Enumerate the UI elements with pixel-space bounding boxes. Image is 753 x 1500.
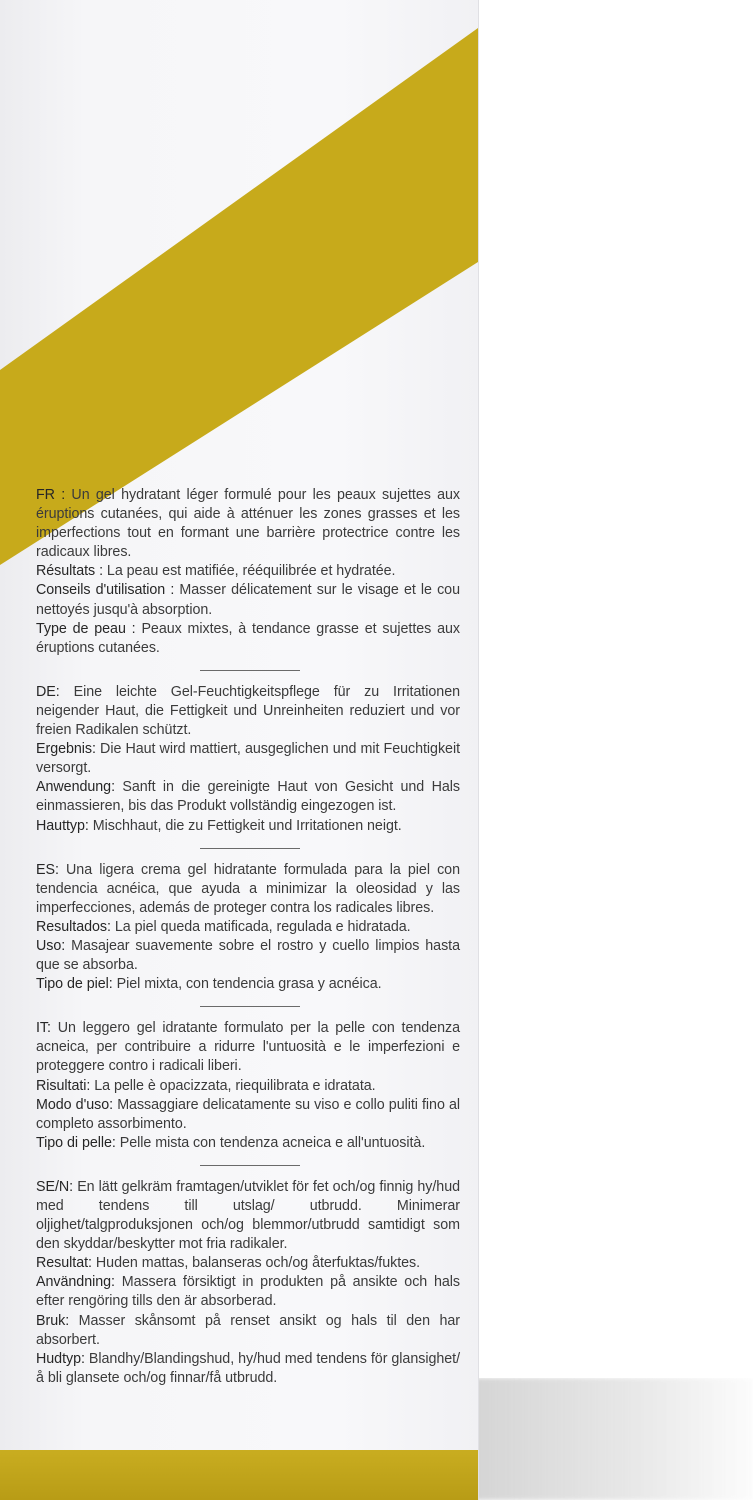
result-line — [36, 1077, 460, 1096]
section-divider — [200, 1165, 300, 1166]
language-label: FR : — [36, 487, 72, 503]
line-label: Tipo di pelle: — [36, 1134, 120, 1151]
line-text: Mischhaut, die zu Fettigkeit und Irritationen neigt. — [92, 817, 402, 834]
line-text: Piel mixta, con tendencia grasa y acnéica. — [116, 976, 382, 993]
line-text: Huden mattas, balanseras och/og återfuktas/fuktes. — [95, 1255, 421, 1272]
line-text: Masajear suavemente sobre el rostro y cuello limpios hasta que se absorba. — [36, 937, 460, 974]
line-text: Die Haut wird mattiert, ausgeglichen und mit Feuchtigkeit versorgt. — [36, 741, 460, 777]
skin-type-line — [36, 975, 460, 994]
result-line — [36, 562, 460, 581]
line-label: Conseils d'utilisation : — [36, 582, 180, 599]
line-label: Användning: — [36, 1274, 122, 1291]
section-it — [36, 1019, 460, 1153]
section-intro — [36, 486, 460, 562]
line-label: Hudtyp: — [36, 1350, 89, 1367]
box-shadow — [470, 1378, 753, 1500]
section-divider — [200, 1006, 300, 1007]
section-intro — [36, 1178, 460, 1254]
section-intro — [36, 861, 460, 918]
line-label: Ergebnis: — [36, 741, 101, 758]
language-label: DE: — [36, 683, 74, 700]
section-intro — [36, 683, 460, 740]
language-label: IT: — [36, 1020, 58, 1037]
line-text: Masser skånsomt på renset ansikt og hals til den har absorbert. — [36, 1312, 460, 1348]
line-text: Masser délicatement sur le visage et le cou nettoyés jusqu'à absorption. — [36, 582, 460, 618]
line-label: Modo d'uso: — [36, 1096, 118, 1113]
line-text: La pelle è opacizzata, riequilibrata e idratata. — [94, 1077, 376, 1094]
line-label: Bruk: — [36, 1312, 79, 1329]
section-divider — [200, 670, 300, 671]
line-label: Résultats : — [36, 563, 107, 580]
result-line — [36, 918, 460, 937]
section-intro — [36, 1019, 460, 1076]
section-fr — [36, 486, 460, 658]
line-label: Anwendung: — [36, 779, 123, 796]
line-label: Type de peau : — [36, 620, 142, 637]
section-se-n — [36, 1178, 460, 1388]
intro-text: Eine leichte Gel-Feuchtigkeitspflege für zu Irritationen neigender Haut, die Fettigkeit und Unreinheiten reduziert und vor freien Radikalen schützt. — [36, 683, 461, 739]
skin-type-line — [36, 1134, 460, 1153]
line-text: Massera försiktigt in produkten på ansikte och hals efter rengöring tills den är absorberad. — [36, 1274, 460, 1310]
section-divider — [200, 848, 300, 849]
line-label: Tipo de piel: — [36, 976, 117, 993]
skin-type-line — [36, 1350, 460, 1388]
line-label: Risultati: — [36, 1077, 95, 1094]
section-es — [36, 861, 460, 995]
line-label: Hauttyp: — [36, 817, 93, 834]
line-text: Pelle mista con tendenza acneica e all'untuosità. — [119, 1134, 426, 1151]
skin-type-line — [36, 817, 460, 836]
intro-text: Una ligera crema gel hidratante formulada para la piel con tendencia acnéica, que ayuda a minimizar la oleosidad y las imperfecciones, además de proteger contra los radicales libres. — [36, 861, 460, 916]
line-text: La piel queda matificada, regulada e hidratada. — [114, 918, 411, 935]
line-text: Sanft in die gereinigte Haut von Gesicht und Hals einmassieren, bis das Produkt vollständig eingezogen ist. — [36, 779, 460, 815]
product-description — [36, 486, 460, 1388]
skin-type-line — [36, 620, 460, 658]
line-label: Uso: — [36, 937, 72, 954]
line-text: La peau est matifiée, rééquilibrée et hydratée. — [106, 563, 396, 580]
usage-line — [36, 1096, 460, 1134]
gold-bottom-strip — [0, 1450, 478, 1500]
language-label: ES: — [36, 861, 67, 878]
usage-line-norwegian — [36, 1312, 460, 1350]
usage-line — [36, 937, 460, 975]
section-de — [36, 683, 460, 836]
usage-line — [36, 778, 460, 816]
line-text: Peaux mixtes, à tendance grasse et sujettes aux éruptions cutanées. — [36, 620, 460, 656]
result-line — [36, 1254, 460, 1273]
language-label: SE/N: — [36, 1178, 78, 1195]
intro-text: Un leggero gel idratante formulato per la pelle con tendenza acneica, per contribuire a ridurre l'untuosità e le imperfezioni e proteggere contro i radicali liberi. — [36, 1020, 460, 1075]
line-label: Resultados: — [36, 918, 115, 935]
line-label: Resultat: — [36, 1255, 96, 1272]
usage-line — [36, 581, 460, 619]
result-line — [36, 740, 460, 778]
line-text: Massaggiare delicatamente su viso e collo puliti fino al completo assorbimento. — [36, 1096, 460, 1132]
line-text: Blandhy/Blandingshud, hy/hud med tendens för glansighet/å bli glansete och/og finnar/få utbrudd. — [36, 1350, 460, 1386]
intro-text: En lätt gelkräm framtagen/utviklet för fet och/og finnig hy/hud med tendens till utslag/ utbrudd. Minimerar oljighet/talgproduksjonen och/og blemmor/utbrudd samtidigt som den skyddar/beskytter mot fria radikaler. — [36, 1178, 460, 1253]
usage-line — [36, 1273, 460, 1311]
intro-text: Un gel hydratant léger formulé pour les peaux sujettes aux éruptions cutanées, qui aide à atténuer les zones grasses et les imperfections tout en formant une barrière protectrice contre les radicaux libres. — [36, 487, 460, 561]
